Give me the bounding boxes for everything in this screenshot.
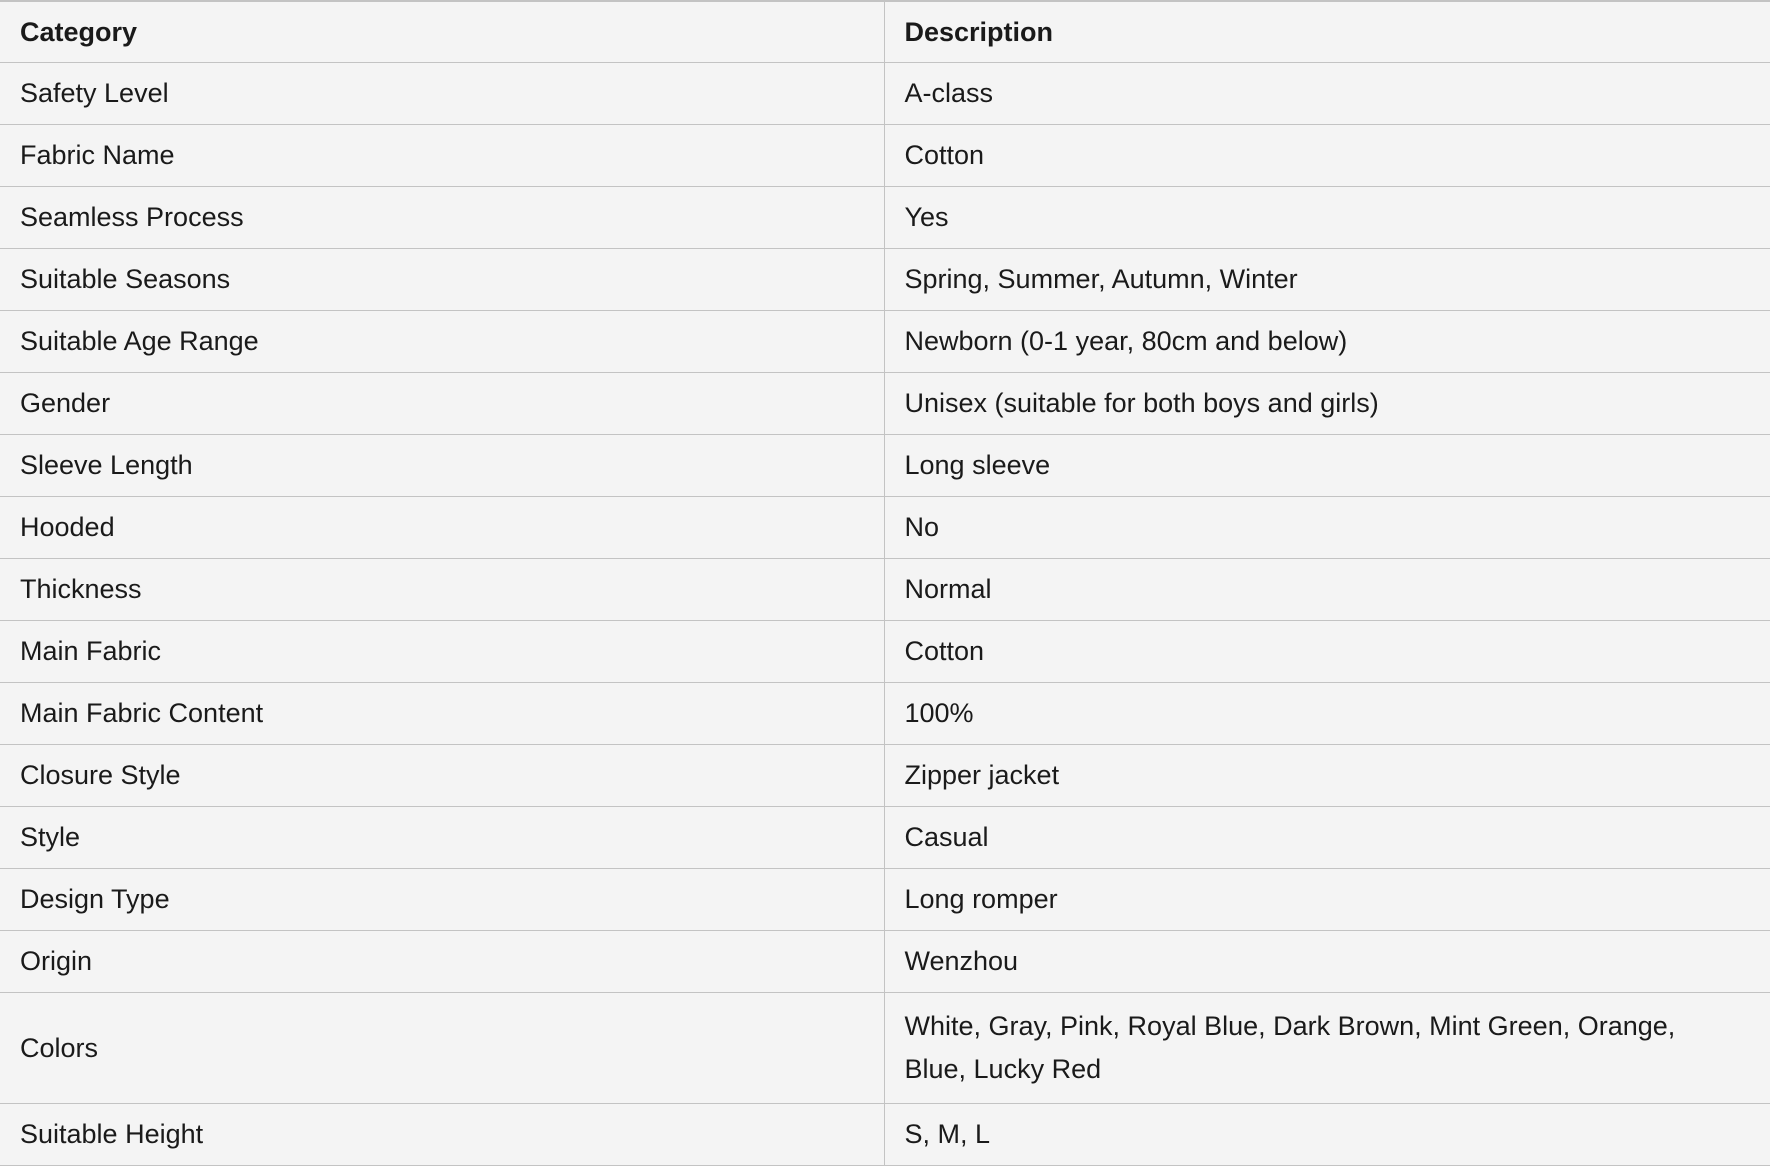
table-row [0, 311, 1770, 373]
row-category: Fabric Name [0, 125, 884, 187]
table-row [0, 683, 1770, 745]
table-row [0, 63, 1770, 125]
table-row [0, 373, 1770, 435]
row-description: 100% [884, 683, 1770, 745]
table-row [0, 559, 1770, 621]
row-category: Sleeve Length [0, 435, 884, 497]
row-category: Hooded [0, 497, 884, 559]
row-description: Casual [884, 807, 1770, 869]
row-description: Zipper jacket [884, 745, 1770, 807]
table-row [0, 745, 1770, 807]
row-category: Suitable Height [0, 1104, 884, 1166]
table-row [0, 187, 1770, 249]
row-description: Long romper [884, 869, 1770, 931]
row-category: Gender [0, 373, 884, 435]
row-description: No [884, 497, 1770, 559]
row-description: Cotton [884, 125, 1770, 187]
row-category: Closure Style [0, 745, 884, 807]
table-row [0, 869, 1770, 931]
row-description: Normal [884, 559, 1770, 621]
row-category: Suitable Age Range [0, 311, 884, 373]
table-row [0, 435, 1770, 497]
row-description: Newborn (0-1 year, 80cm and below) [884, 311, 1770, 373]
row-description: Spring, Summer, Autumn, Winter [884, 249, 1770, 311]
row-description: White, Gray, Pink, Royal Blue, Dark Brown, Mint Green, Orange, Blue, Lucky Red [884, 993, 1770, 1104]
row-category: Origin [0, 931, 884, 993]
table-row [0, 249, 1770, 311]
row-category: Style [0, 807, 884, 869]
header-description: Description [884, 1, 1770, 63]
row-category: Main Fabric Content [0, 683, 884, 745]
table-row [0, 931, 1770, 993]
row-category: Thickness [0, 559, 884, 621]
table-row [0, 993, 1770, 1104]
row-category: Colors [0, 993, 884, 1104]
row-description: Cotton [884, 621, 1770, 683]
table-row [0, 125, 1770, 187]
row-description: S, M, L [884, 1104, 1770, 1166]
row-description: Wenzhou [884, 931, 1770, 993]
row-category: Design Type [0, 869, 884, 931]
row-description: A-class [884, 63, 1770, 125]
table-row [0, 497, 1770, 559]
table-row [0, 621, 1770, 683]
row-category: Main Fabric [0, 621, 884, 683]
row-category: Suitable Seasons [0, 249, 884, 311]
row-category: Seamless Process [0, 187, 884, 249]
table-row [0, 807, 1770, 869]
row-description: Yes [884, 187, 1770, 249]
table-row [0, 1104, 1770, 1166]
row-category: Safety Level [0, 63, 884, 125]
row-description: Long sleeve [884, 435, 1770, 497]
table-header-row [0, 1, 1770, 63]
row-description: Unisex (suitable for both boys and girls) [884, 373, 1770, 435]
header-category: Category [0, 1, 884, 63]
